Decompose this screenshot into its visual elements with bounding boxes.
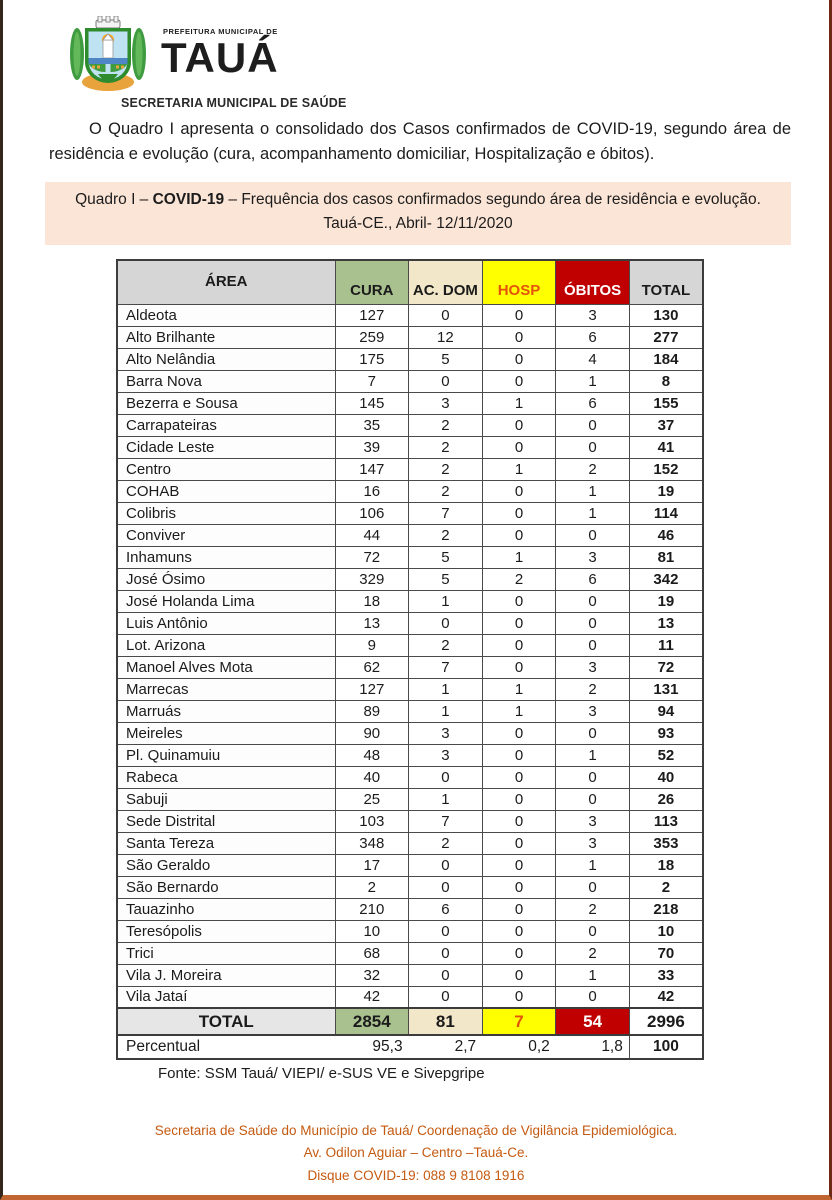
value-cell: 7 [409, 810, 483, 832]
value-cell: 2 [556, 898, 630, 920]
value-cell: 3 [409, 722, 483, 744]
value-cell: 0 [482, 832, 556, 854]
value-cell: 2 [409, 414, 483, 436]
column-header: ÁREA [117, 260, 335, 304]
value-cell: 2 [482, 568, 556, 590]
area-name-cell: Manoel Alves Mota [117, 656, 335, 678]
value-cell: 11 [629, 634, 703, 656]
area-name-cell: Alto Nelândia [117, 348, 335, 370]
value-cell: 184 [629, 348, 703, 370]
covid-table-header [117, 260, 703, 304]
value-cell: 1 [482, 678, 556, 700]
value-cell: 72 [629, 656, 703, 678]
value-cell: 1 [482, 546, 556, 568]
value-cell: 175 [335, 348, 409, 370]
value-cell: 1 [482, 700, 556, 722]
value-cell: 37 [629, 414, 703, 436]
table-row [117, 436, 703, 458]
value-cell: 42 [629, 986, 703, 1008]
value-cell: 0 [482, 634, 556, 656]
value-cell: 35 [335, 414, 409, 436]
brand-big-label: TAUÁ [161, 33, 279, 81]
value-cell: 81 [629, 546, 703, 568]
value-cell: 131 [629, 678, 703, 700]
area-name-cell: Meireles [117, 722, 335, 744]
total-value-cell: 7 [482, 1008, 556, 1035]
column-header: AC. DOM [409, 260, 483, 304]
table-row [117, 590, 703, 612]
percent-value-cell: 0,2 [482, 1035, 556, 1059]
area-name-cell: Colibris [117, 502, 335, 524]
value-cell: 1 [409, 700, 483, 722]
table-row [117, 766, 703, 788]
area-name-cell: José Holanda Lima [117, 590, 335, 612]
value-cell: 10 [629, 920, 703, 942]
value-cell: 0 [409, 612, 483, 634]
value-cell: 6 [556, 392, 630, 414]
value-cell: 5 [409, 546, 483, 568]
value-cell: 2 [409, 634, 483, 656]
area-name-cell: Sede Distrital [117, 810, 335, 832]
value-cell: 70 [629, 942, 703, 964]
value-cell: 48 [335, 744, 409, 766]
value-cell: 3 [409, 392, 483, 414]
value-cell: 0 [482, 348, 556, 370]
value-cell: 17 [335, 854, 409, 876]
value-cell: 19 [629, 590, 703, 612]
value-cell: 259 [335, 326, 409, 348]
area-name-cell: COHAB [117, 480, 335, 502]
value-cell: 5 [409, 348, 483, 370]
value-cell: 0 [482, 788, 556, 810]
table-row [117, 656, 703, 678]
value-cell: 0 [482, 854, 556, 876]
table-row [117, 700, 703, 722]
area-name-cell: São Bernardo [117, 876, 335, 898]
value-cell: 12 [409, 326, 483, 348]
value-cell: 0 [482, 986, 556, 1008]
value-cell: 3 [409, 744, 483, 766]
value-cell: 329 [335, 568, 409, 590]
value-cell: 18 [335, 590, 409, 612]
value-cell: 0 [482, 502, 556, 524]
value-cell: 6 [556, 326, 630, 348]
area-name-cell: Marrecas [117, 678, 335, 700]
value-cell: 1 [556, 370, 630, 392]
table-row [117, 810, 703, 832]
value-cell: 19 [629, 480, 703, 502]
value-cell: 210 [335, 898, 409, 920]
area-name-cell: Centro [117, 458, 335, 480]
value-cell: 0 [556, 436, 630, 458]
area-name-cell: Bezerra e Sousa [117, 392, 335, 414]
value-cell: 2 [409, 480, 483, 502]
total-row [117, 1008, 703, 1035]
value-cell: 342 [629, 568, 703, 590]
table-row [117, 524, 703, 546]
value-cell: 0 [556, 590, 630, 612]
area-name-cell: Vila J. Moreira [117, 964, 335, 986]
table-row [117, 744, 703, 766]
covid-cases-table [116, 259, 704, 1060]
value-cell: 3 [556, 656, 630, 678]
value-cell: 2 [409, 436, 483, 458]
value-cell: 103 [335, 810, 409, 832]
table-row [117, 370, 703, 392]
total-value-cell: 2854 [335, 1008, 409, 1035]
value-cell: 1 [409, 788, 483, 810]
table-row [117, 392, 703, 414]
value-cell: 1 [482, 392, 556, 414]
value-cell: 0 [409, 304, 483, 326]
value-cell: 0 [482, 898, 556, 920]
value-cell: 0 [409, 370, 483, 392]
value-cell: 44 [335, 524, 409, 546]
area-name-cell: Aldeota [117, 304, 335, 326]
value-cell: 1 [556, 744, 630, 766]
area-name-cell: Teresópolis [117, 920, 335, 942]
page-header [3, 0, 829, 110]
total-value-cell: 2996 [629, 1008, 703, 1035]
value-cell: 0 [482, 414, 556, 436]
value-cell: 2 [629, 876, 703, 898]
value-cell: 4 [556, 348, 630, 370]
table-row [117, 920, 703, 942]
value-cell: 0 [482, 964, 556, 986]
value-cell: 0 [482, 656, 556, 678]
quadro-title-line2: Tauá-CE., Abril- 12/11/2020 [323, 215, 513, 233]
footer-line-3: Disque COVID-19: 088 9 8108 1916 [307, 1167, 525, 1183]
value-cell: 7 [409, 502, 483, 524]
percent-value-cell: 100 [629, 1035, 703, 1059]
source-note: Fonte: SSM Tauá/ VIEPI/ e-SUS VE e Sivepgripe [158, 1065, 485, 1083]
table-row [117, 788, 703, 810]
area-name-cell: Rabeca [117, 766, 335, 788]
table-row [117, 964, 703, 986]
value-cell: 33 [629, 964, 703, 986]
value-cell: 0 [482, 766, 556, 788]
value-cell: 6 [556, 568, 630, 590]
value-cell: 0 [409, 854, 483, 876]
table-row [117, 832, 703, 854]
value-cell: 18 [629, 854, 703, 876]
value-cell: 1 [409, 678, 483, 700]
value-cell: 46 [629, 524, 703, 546]
value-cell: 40 [335, 766, 409, 788]
area-name-cell: Alto Brilhante [117, 326, 335, 348]
area-name-cell: Barra Nova [117, 370, 335, 392]
value-cell: 0 [482, 744, 556, 766]
table-row [117, 898, 703, 920]
value-cell: 72 [335, 546, 409, 568]
value-cell: 41 [629, 436, 703, 458]
value-cell: 0 [556, 876, 630, 898]
value-cell: 0 [482, 436, 556, 458]
value-cell: 8 [629, 370, 703, 392]
value-cell: 130 [629, 304, 703, 326]
value-cell: 348 [335, 832, 409, 854]
value-cell: 0 [409, 920, 483, 942]
total-value-cell: 54 [556, 1008, 630, 1035]
value-cell: 127 [335, 304, 409, 326]
value-cell: 0 [482, 590, 556, 612]
area-name-cell: Pl. Quinamuiu [117, 744, 335, 766]
column-header: TOTAL [629, 260, 703, 304]
area-name-cell: Santa Tereza [117, 832, 335, 854]
percent-value-cell: 2,7 [409, 1035, 483, 1059]
value-cell: 2 [409, 832, 483, 854]
percent-value-cell: 95,3 [335, 1035, 409, 1059]
municipal-crest-logo [65, 16, 151, 94]
value-cell: 26 [629, 788, 703, 810]
table-row [117, 414, 703, 436]
value-cell: 2 [409, 524, 483, 546]
table-row [117, 568, 703, 590]
percent-label-cell: Percentual [117, 1035, 335, 1059]
table-row [117, 854, 703, 876]
value-cell: 25 [335, 788, 409, 810]
value-cell: 0 [482, 942, 556, 964]
area-name-cell: Vila Jataí [117, 986, 335, 1008]
value-cell: 0 [482, 920, 556, 942]
value-cell: 0 [482, 480, 556, 502]
quadro-title-banner [45, 182, 791, 246]
column-header: CURA [335, 260, 409, 304]
value-cell: 0 [409, 766, 483, 788]
value-cell: 0 [482, 524, 556, 546]
area-name-cell: Tauazinho [117, 898, 335, 920]
value-cell: 0 [482, 326, 556, 348]
area-name-cell: Luis Antônio [117, 612, 335, 634]
value-cell: 5 [409, 568, 483, 590]
value-cell: 3 [556, 700, 630, 722]
percent-value-cell: 1,8 [556, 1035, 630, 1059]
secretaria-label: SECRETARIA MUNICIPAL DE SAÚDE [121, 96, 347, 110]
value-cell: 10 [335, 920, 409, 942]
value-cell: 0 [556, 414, 630, 436]
value-cell: 0 [482, 810, 556, 832]
table-row [117, 480, 703, 502]
value-cell: 106 [335, 502, 409, 524]
table-row [117, 986, 703, 1008]
column-header: ÓBITOS [556, 260, 630, 304]
value-cell: 152 [629, 458, 703, 480]
area-name-cell: Carrapateiras [117, 414, 335, 436]
value-cell: 89 [335, 700, 409, 722]
value-cell: 1 [556, 964, 630, 986]
value-cell: 3 [556, 546, 630, 568]
percent-row [117, 1035, 703, 1059]
covid-table-body [117, 304, 703, 1059]
value-cell: 32 [335, 964, 409, 986]
brand-text [161, 26, 279, 79]
table-row [117, 612, 703, 634]
value-cell: 1 [409, 590, 483, 612]
value-cell: 6 [409, 898, 483, 920]
value-cell: 0 [556, 788, 630, 810]
brand-small-label: PREFEITURA MUNICIPAL DE [163, 27, 278, 36]
intro-paragraph: O Quadro I apresenta o consolidado dos Casos confirmados de COVID-19, segundo área de residência e evolução (cura, acompanhamento domiciliar, Hospitalização e óbitos). [49, 120, 791, 163]
value-cell: 1 [556, 502, 630, 524]
value-cell: 114 [629, 502, 703, 524]
value-cell: 0 [482, 612, 556, 634]
value-cell: 147 [335, 458, 409, 480]
value-cell: 94 [629, 700, 703, 722]
table-row [117, 634, 703, 656]
area-name-cell: Inhamuns [117, 546, 335, 568]
value-cell: 2 [556, 942, 630, 964]
value-cell: 0 [556, 986, 630, 1008]
area-name-cell: Trici [117, 942, 335, 964]
value-cell: 145 [335, 392, 409, 414]
footer-line-1: Secretaria de Saúde do Município de Tauá/ Coordenação de Vigilância Epidemiológica. [154, 1123, 678, 1139]
value-cell: 113 [629, 810, 703, 832]
value-cell: 0 [409, 876, 483, 898]
value-cell: 0 [482, 370, 556, 392]
value-cell: 155 [629, 392, 703, 414]
table-row [117, 546, 703, 568]
value-cell: 353 [629, 832, 703, 854]
table-row [117, 722, 703, 744]
value-cell: 0 [556, 634, 630, 656]
area-name-cell: Marruás [117, 700, 335, 722]
value-cell: 13 [335, 612, 409, 634]
value-cell: 0 [482, 304, 556, 326]
value-cell: 13 [629, 612, 703, 634]
value-cell: 0 [556, 722, 630, 744]
page-footer [3, 1120, 829, 1187]
value-cell: 2 [335, 876, 409, 898]
table-row [117, 876, 703, 898]
table-row [117, 678, 703, 700]
table-row [117, 502, 703, 524]
value-cell: 3 [556, 810, 630, 832]
value-cell: 1 [556, 854, 630, 876]
value-cell: 1 [556, 480, 630, 502]
table-row [117, 942, 703, 964]
value-cell: 2 [556, 458, 630, 480]
value-cell: 68 [335, 942, 409, 964]
value-cell: 127 [335, 678, 409, 700]
value-cell: 62 [335, 656, 409, 678]
table-row [117, 326, 703, 348]
value-cell: 93 [629, 722, 703, 744]
value-cell: 0 [556, 920, 630, 942]
value-cell: 0 [409, 942, 483, 964]
value-cell: 2 [409, 458, 483, 480]
value-cell: 277 [629, 326, 703, 348]
value-cell: 218 [629, 898, 703, 920]
value-cell: 0 [556, 766, 630, 788]
value-cell: 40 [629, 766, 703, 788]
footer-line-2: Av. Odilon Aguiar – Centro –Tauá-Ce. [303, 1145, 529, 1161]
value-cell: 0 [556, 612, 630, 634]
table-row [117, 458, 703, 480]
value-cell: 39 [335, 436, 409, 458]
value-cell: 0 [482, 722, 556, 744]
quadro-title-line1: Quadro I – COVID-19 – Frequência dos casos confirmados segundo área de residência e evolução. [75, 190, 761, 208]
total-value-cell: 81 [409, 1008, 483, 1035]
area-name-cell: Conviver [117, 524, 335, 546]
value-cell: 16 [335, 480, 409, 502]
area-name-cell: Sabuji [117, 788, 335, 810]
value-cell: 0 [409, 964, 483, 986]
value-cell: 9 [335, 634, 409, 656]
value-cell: 52 [629, 744, 703, 766]
value-cell: 2 [556, 678, 630, 700]
value-cell: 42 [335, 986, 409, 1008]
value-cell: 0 [482, 876, 556, 898]
value-cell: 7 [409, 656, 483, 678]
value-cell: 1 [482, 458, 556, 480]
table-row [117, 304, 703, 326]
area-name-cell: Cidade Leste [117, 436, 335, 458]
value-cell: 0 [409, 986, 483, 1008]
value-cell: 3 [556, 304, 630, 326]
area-name-cell: São Geraldo [117, 854, 335, 876]
value-cell: 0 [556, 524, 630, 546]
column-header: HOSP [482, 260, 556, 304]
value-cell: 3 [556, 832, 630, 854]
total-label-cell: TOTAL [117, 1008, 335, 1035]
area-name-cell: Lot. Arizona [117, 634, 335, 656]
value-cell: 90 [335, 722, 409, 744]
value-cell: 7 [335, 370, 409, 392]
area-name-cell: José Ósimo [117, 568, 335, 590]
table-row [117, 348, 703, 370]
